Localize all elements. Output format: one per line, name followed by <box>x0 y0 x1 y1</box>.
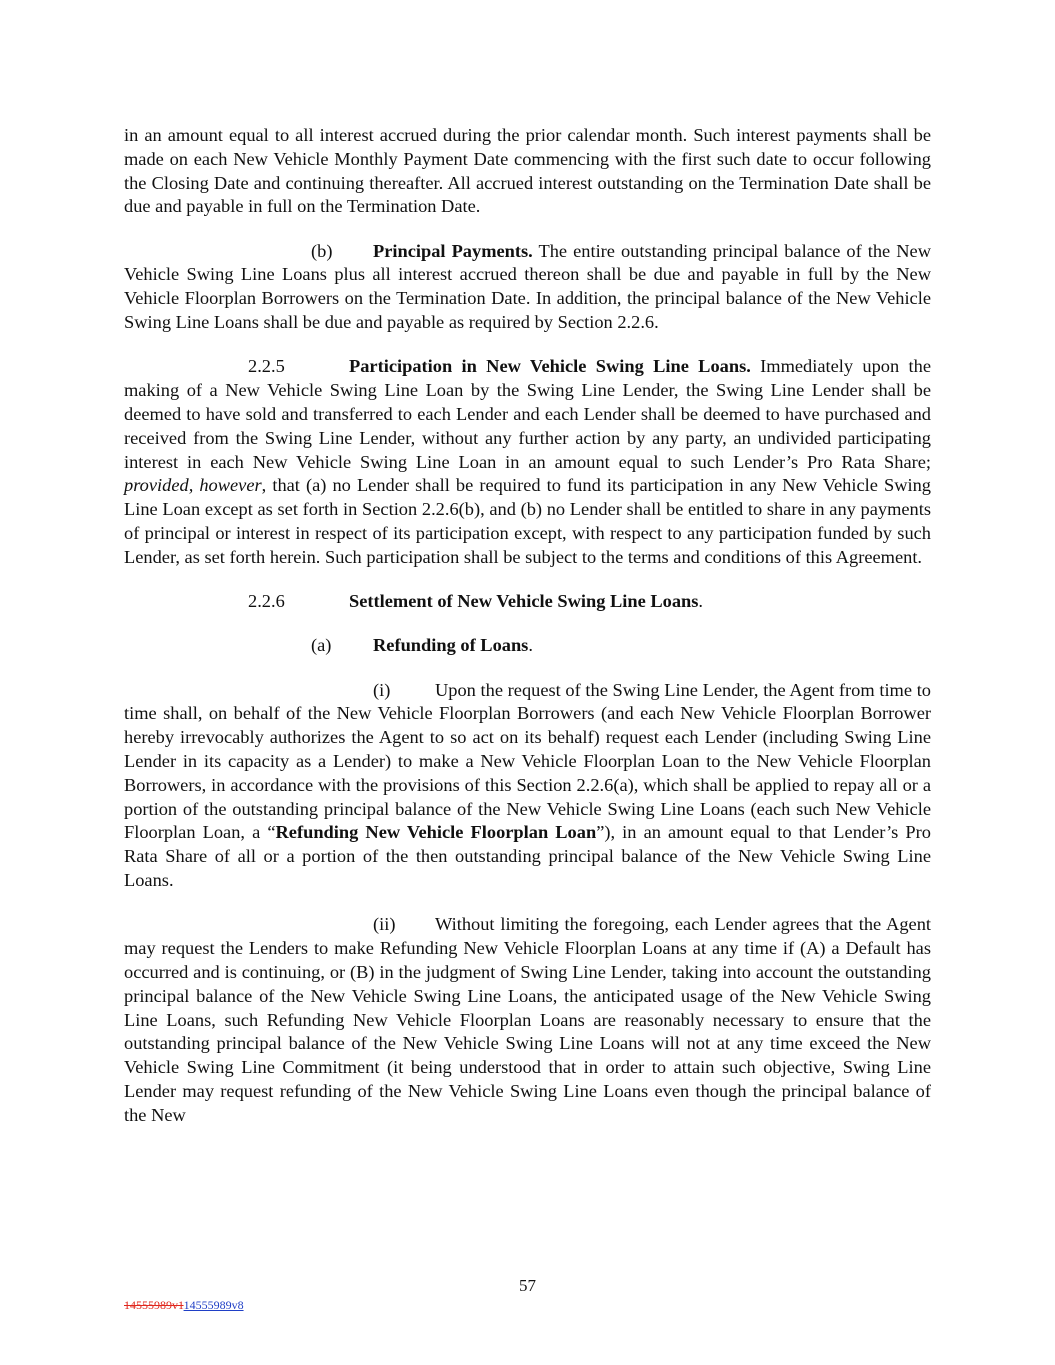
paragraph-continuation <box>124 124 931 219</box>
page-number: 57 <box>519 1276 536 1295</box>
paragraph-text: Upon the request of the Swing Line Lender, the Agent from time to time shall, on behalf of the New Vehicle Floorplan Borrowers (and each New Vehicle Floorplan Borrower hereby irrevocably authorizes the Agent to so act on its behalf) request each Lender (including Swing Line Lender in its capacity as a Lender) to make a New Vehicle Floorplan Loan to the New Vehicle Floorplan Borrowers, in accordance with the provisions of this Section 2.2.6(a), which shall be applied to repay all or a portion of the outstanding principal balance of the New Vehicle Swing Line Loans (each such New Vehicle Floorplan Loan, a “ <box>124 679 931 843</box>
subclause-number: (ii) <box>373 914 396 935</box>
clause-a-heading <box>311 634 931 658</box>
section-2-2-6-heading <box>248 590 931 614</box>
document-id-deleted: 14555989v1 <box>124 1298 184 1312</box>
paragraph-text: Without limiting the foregoing, each Lender agrees that the Agent may request the Lenders to make Refunding New Vehicle Floorplan Loans at any time if (A) a Default has occurred and is continuing, or (B) in the judgment of Swing Line Lender, taking into account the outstanding principal balance of the New Vehicle Swing Line Loans, the anticipated usage of the New Vehicle Swing Line Loans, such Refunding New Vehicle Floorplan Loans are reasonably necessary to ensure that the outstanding principal balance of the New Vehicle Swing Line Loans will not at any time exceed the New Vehicle Swing Line Commitment (it being understood that in order to attain such objective, Swing Line Lender may request refunding of the New Vehicle Swing Line Loans even though the principal balance of the New <box>124 914 931 1125</box>
section-heading: Participation in New Vehicle Swing Line Loans. <box>349 356 751 377</box>
heading-period: . <box>528 635 533 656</box>
document-id <box>124 1298 244 1313</box>
subclause-ii <box>124 913 931 1127</box>
heading-period: . <box>698 591 704 612</box>
section-number: 2.2.5 <box>248 356 285 377</box>
section-heading: Settlement of New Vehicle Swing Line Loans <box>349 591 699 612</box>
document-body <box>124 124 931 1148</box>
clause-number: (b) <box>311 240 333 261</box>
subclause-i <box>124 679 931 893</box>
defined-term: Refunding New Vehicle Floorplan Loan <box>275 822 597 843</box>
section-2-2-5 <box>124 355 931 569</box>
subclause-number: (i) <box>373 679 391 700</box>
clause-number: (a) <box>311 635 332 656</box>
paragraph-principal-payments <box>124 240 931 335</box>
paragraph-text: , that (a) no Lender shall be required to fund its participation in any New Vehicle Swing Line Loan except as set forth in Section 2.2.6(b), and (b) no Lender shall be entitled to share in any payments of principal or interest in respect of its participation except, with respect to any participation funded by such Lender, as set forth herein. Such participation shall be subject to the terms and conditions of this Agreement. <box>124 475 931 567</box>
paragraph-text: Immediately upon the making of a New Vehicle Swing Line Loan by the Swing Line Lender, the Swing Line Lender shall be deemed to have sold and transferred to each Lender and each Lender shall be deemed to have purchased and received from the Swing Line Lender, without any further action by any party, an undivided participating interest in each New Vehicle Swing Line Loan in an amount equal to such Lender’s Pro Rata Share; <box>124 356 931 472</box>
section-number: 2.2.6 <box>248 591 285 612</box>
clause-heading: Refunding of Loans <box>373 635 529 656</box>
italic-phrase: provided, however <box>124 475 262 496</box>
document-id-inserted: 14555989v8 <box>183 1298 244 1312</box>
paragraph-text: in an amount equal to all interest accrued during the prior calendar month. Such interest payments shall be made on each New Vehicle Monthly Payment Date commencing with the first such date to occur following the Closing Date and continuing thereafter. All accrued interest outstanding on the Termination Date shall be due and payable in full on the Termination Date. <box>124 125 931 217</box>
paragraph-text: The entire outstanding principal balance of the New Vehicle Swing Line Loans plus all interest accrued thereon shall be due and payable in full by the New Vehicle Floorplan Borrowers on the Termination Date. In addition, the principal balance of the New Vehicle Swing Line Loans shall be due and payable as required by Section 2.2.6. <box>124 240 931 333</box>
clause-heading: Principal Payments. <box>373 240 533 261</box>
paragraph-text: ”), in an amount equal to that Lender’s Pro Rata Share of all or a portion of the then outstanding principal balance of the New Vehicle Swing Line Loans. <box>124 822 931 891</box>
